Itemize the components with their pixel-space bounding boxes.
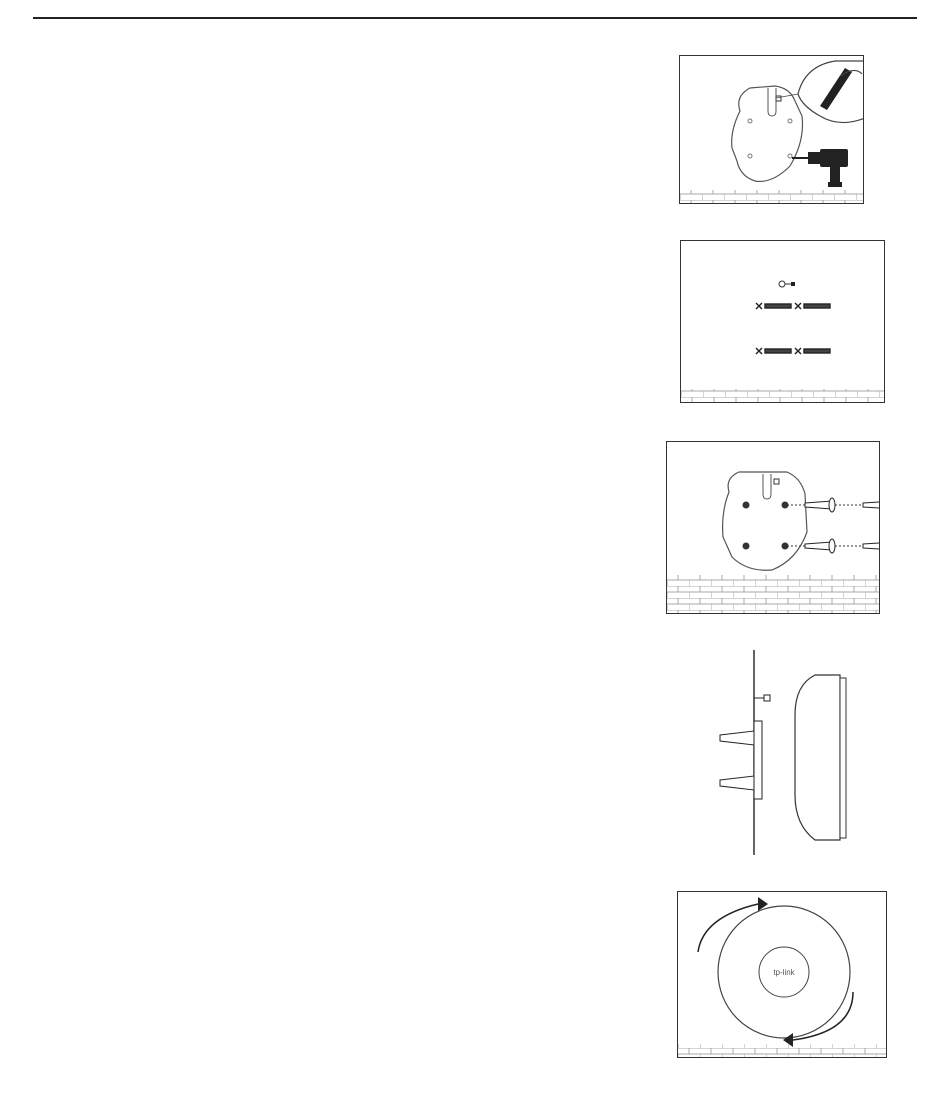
top-rule xyxy=(33,17,917,19)
device-logo: tp-link xyxy=(773,968,795,977)
figure-step-3 xyxy=(666,441,880,614)
power-drill-icon xyxy=(792,149,848,187)
figure-step-2 xyxy=(680,240,885,403)
figure-step-4 xyxy=(700,645,860,860)
mounting-bracket xyxy=(732,86,803,181)
figure-step-5 xyxy=(677,891,887,1058)
mounting-bracket xyxy=(723,472,807,570)
wall-anchor-icon xyxy=(756,303,830,354)
figure-step-1 xyxy=(679,55,864,204)
access-point-side xyxy=(795,675,846,840)
wall-anchor-icon xyxy=(720,695,770,799)
access-point-top xyxy=(718,906,850,1038)
drill-hole-mark xyxy=(779,281,795,287)
